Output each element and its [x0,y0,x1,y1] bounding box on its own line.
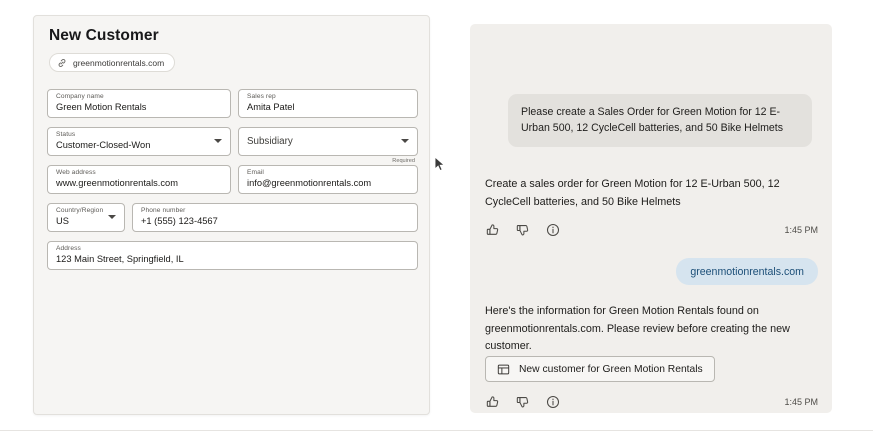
form-row-4 [47,203,418,232]
status-label: Status [56,131,76,138]
message-actions-1 [485,222,560,237]
phone-number-value: +1 (555) 123-4567 [141,216,218,226]
domain-pill[interactable]: greenmotionrentals.com [676,258,818,285]
message-actions-2 [485,394,560,409]
sales-rep-label: Sales rep [247,93,276,100]
country-region-label: Country/Region [56,207,104,214]
chevron-down-icon[interactable] [214,139,222,143]
source-domain-chip[interactable] [49,53,175,72]
form-row-2 [47,127,418,164]
chevron-down-icon[interactable] [108,215,116,219]
subsidiary-value: Subsidiary [247,136,293,147]
message-timestamp-1: 1:45 PM [784,225,818,235]
form-row-5 [47,241,418,270]
assistant-chat-panel [470,24,832,413]
info-icon[interactable] [545,394,560,409]
country-region-select[interactable] [47,203,125,232]
form-fields [47,89,418,279]
new-customer-form-panel [33,15,430,415]
subsidiary-select[interactable] [238,127,418,164]
web-address-value: www.greenmotionrentals.com [56,178,178,188]
address-label: Address [56,245,81,252]
source-domain-label: greenmotionrentals.com [73,57,165,68]
message-timestamp-2: 1:45 PM [784,397,818,407]
company-name-value: Green Motion Rentals [56,102,147,112]
mouse-cursor-icon [434,156,446,172]
new-customer-card-label: New customer for Green Motion Rentals [519,363,703,375]
bottom-divider [0,430,873,431]
link-icon [57,58,67,68]
assistant-message-2: Here's the information for Green Motion Rentals found on greenmotionrentals.com. Please review before creating the new customer. [485,305,790,352]
sales-rep-field[interactable] [238,89,418,118]
page-title: New Customer [49,27,159,44]
email-label: Email [247,169,264,176]
thumbs-up-icon[interactable] [485,222,500,237]
thumbs-down-icon[interactable] [515,394,530,409]
email-value: info@greenmotionrentals.com [247,178,372,188]
form-row-1 [47,89,418,118]
web-address-field[interactable] [47,165,231,194]
status-select[interactable] [47,127,231,156]
status-value: Customer-Closed-Won [56,140,151,150]
user-message-bubble: Please create a Sales Order for Green Motion for 12 E-Urban 500, 12 CycleCell batteries, and 50 Bike Helmets [508,94,812,147]
card-window-icon [497,363,510,376]
address-field[interactable] [47,241,418,270]
thumbs-down-icon[interactable] [515,222,530,237]
subsidiary-required-note: Required [392,158,415,164]
company-name-label: Company name [56,93,104,100]
chevron-down-icon[interactable] [401,139,409,143]
sales-rep-value: Amita Patel [247,102,295,112]
form-row-3 [47,165,418,194]
country-region-value: US [56,216,69,226]
thumbs-up-icon[interactable] [485,394,500,409]
web-address-label: Web address [56,169,96,176]
phone-number-field[interactable] [132,203,418,232]
company-name-field[interactable] [47,89,231,118]
address-value: 123 Main Street, Springfield, IL [56,254,184,264]
new-customer-card-button[interactable] [485,356,715,382]
phone-number-label: Phone number [141,207,186,214]
assistant-message-1: Create a sales order for Green Motion for 12 E-Urban 500, 12 CycleCell batteries, and 50 Bike Helmets [485,178,780,208]
info-icon[interactable] [545,222,560,237]
email-field[interactable] [238,165,418,194]
